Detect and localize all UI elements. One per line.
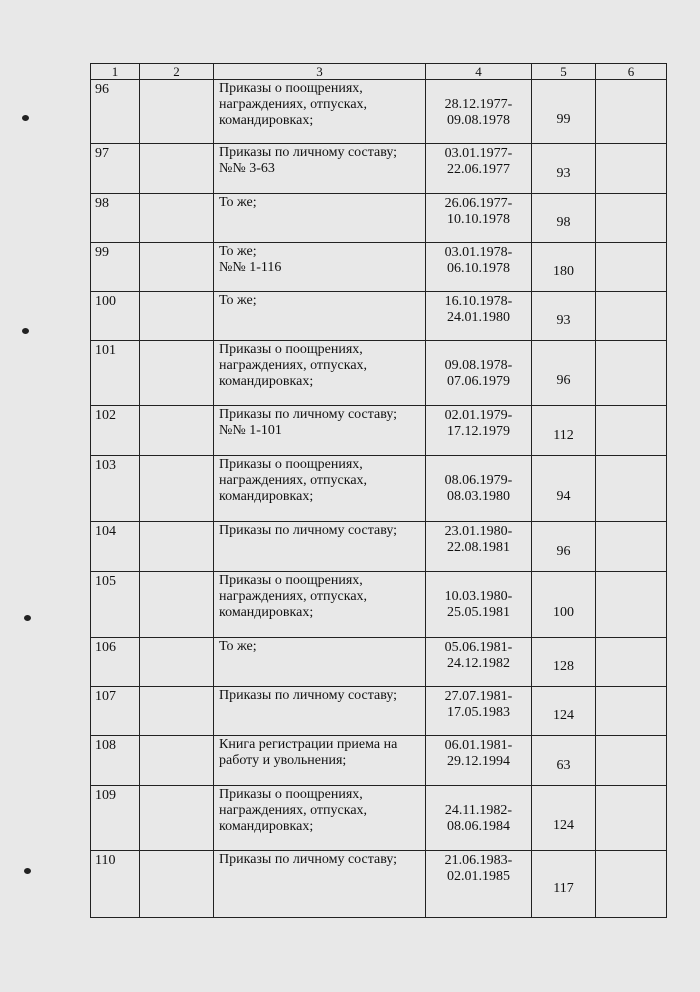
table-row [91, 572, 667, 638]
item-number: 106 [95, 640, 116, 655]
date-line: 06.01.1981- [444, 738, 513, 753]
notes-cell [596, 194, 667, 243]
item-number-cell [91, 80, 140, 144]
title-line: Приказы о поощрениях, [219, 457, 363, 472]
index-cell [140, 687, 214, 736]
sheets-cell [532, 851, 596, 918]
dates-cell [426, 292, 532, 341]
title-line: Приказы по личному составу; [219, 523, 398, 538]
sheet-count: 124 [553, 818, 574, 833]
title-cell [214, 456, 426, 522]
date-line: 24.01.1980 [447, 310, 510, 325]
sheet-count: 112 [553, 427, 574, 443]
date-line: 02.01.1985 [447, 869, 510, 884]
punch-hole-mark [22, 115, 29, 121]
table-row [91, 522, 667, 572]
dates-cell [426, 341, 532, 406]
dates-cell [426, 736, 532, 786]
table-row [91, 243, 667, 292]
title-line: Приказы о поощрениях, [219, 787, 363, 802]
title-line: командировках; [219, 113, 314, 128]
notes-cell [596, 144, 667, 194]
item-number: 104 [95, 524, 116, 539]
item-number: 96 [95, 82, 109, 97]
index-cell [140, 194, 214, 243]
date-line: 25.05.1981 [447, 605, 510, 620]
sheets-cell [532, 572, 596, 638]
sheet-count: 96 [556, 373, 571, 388]
item-number-cell [91, 736, 140, 786]
title-line: Приказы о поощрениях, [219, 342, 363, 357]
column-number: 2 [140, 64, 214, 80]
sheet-count: 98 [556, 215, 571, 230]
date-line: 17.12.1979 [447, 424, 510, 439]
notes-cell [596, 851, 667, 918]
sheets-cell [532, 194, 596, 243]
item-number: 109 [95, 788, 116, 803]
index-cell [140, 851, 214, 918]
notes-cell [596, 522, 667, 572]
notes-cell [596, 786, 667, 851]
title-line: командировках; [219, 605, 314, 620]
date-line: 29.12.1994 [447, 754, 510, 769]
date-line: 03.01.1977- [444, 146, 513, 161]
title-line: работу и увольнения; [219, 753, 347, 768]
date-line: 10.03.1980- [444, 589, 513, 604]
index-cell [140, 572, 214, 638]
sheet-count: 93 [556, 165, 571, 181]
item-number: 102 [95, 408, 116, 423]
index-cell [140, 456, 214, 522]
notes-cell [596, 80, 667, 144]
dates-cell [426, 144, 532, 194]
title-line: Приказы о поощрениях, [219, 573, 363, 588]
inventory-table [90, 63, 667, 918]
title-cell [214, 406, 426, 456]
title-line: То же; [219, 195, 257, 210]
notes-cell [596, 292, 667, 341]
title-cell [214, 144, 426, 194]
notes-cell [596, 736, 667, 786]
index-cell [140, 80, 214, 144]
sheet-count: 63 [556, 757, 571, 773]
date-line: 28.12.1977- [444, 97, 513, 112]
title-line: командировках; [219, 374, 314, 389]
sheets-cell [532, 522, 596, 572]
punch-hole-mark [22, 328, 29, 334]
item-number: 110 [95, 853, 116, 868]
item-number-cell [91, 638, 140, 687]
title-line: Приказы по личному составу; [219, 688, 398, 703]
table-row [91, 341, 667, 406]
date-line: 03.01.1978- [444, 245, 513, 260]
index-cell [140, 786, 214, 851]
sheet-count: 93 [556, 313, 571, 328]
item-number-cell [91, 243, 140, 292]
column-number: 1 [91, 64, 140, 80]
date-line: 16.10.1978- [444, 294, 513, 309]
sheets-cell [532, 786, 596, 851]
title-line: Приказы по личному составу; [219, 852, 398, 867]
sheet-count: 128 [553, 659, 574, 674]
date-line: 22.06.1977 [447, 162, 510, 177]
item-number-cell [91, 786, 140, 851]
dates-cell [426, 572, 532, 638]
title-cell [214, 194, 426, 243]
sheet-count: 124 [553, 708, 574, 723]
title-line: Приказы по личному составу; [219, 407, 398, 422]
notes-cell [596, 572, 667, 638]
notes-cell [596, 243, 667, 292]
title-line: №№ 1-116 [219, 260, 282, 275]
date-line: 17.05.1983 [447, 705, 510, 720]
title-line: То же; [219, 244, 257, 259]
date-line: 24.12.1982 [447, 656, 510, 671]
sheets-cell [532, 243, 596, 292]
item-number-cell [91, 687, 140, 736]
punch-hole-mark [24, 868, 31, 874]
title-cell [214, 292, 426, 341]
title-cell [214, 687, 426, 736]
index-cell [140, 522, 214, 572]
date-line: 06.10.1978 [447, 261, 510, 276]
sheet-count: 100 [553, 604, 574, 620]
sheets-cell [532, 736, 596, 786]
title-cell [214, 786, 426, 851]
column-number: 3 [214, 64, 426, 80]
sheet-count: 94 [556, 488, 571, 504]
date-line: 08.03.1980 [447, 489, 510, 504]
item-number: 108 [95, 738, 116, 753]
title-cell [214, 522, 426, 572]
sheet-count: 96 [556, 543, 571, 559]
column-number-row [91, 64, 667, 80]
item-number: 100 [95, 294, 116, 309]
item-number-cell [91, 522, 140, 572]
sheet-count: 99 [556, 111, 571, 127]
column-number: 5 [532, 64, 596, 80]
item-number: 99 [95, 245, 109, 260]
notes-cell [596, 341, 667, 406]
dates-cell [426, 456, 532, 522]
title-line: награждениях, отпусках, [219, 358, 368, 373]
sheets-cell [532, 687, 596, 736]
title-line: награждениях, отпусках, [219, 473, 368, 488]
notes-cell [596, 406, 667, 456]
date-line: 21.06.1983- [444, 853, 513, 868]
item-number: 101 [95, 343, 116, 358]
dates-cell [426, 243, 532, 292]
title-cell [214, 572, 426, 638]
column-number: 6 [596, 64, 667, 80]
index-cell [140, 638, 214, 687]
item-number-cell [91, 851, 140, 918]
date-line: 22.08.1981 [447, 540, 510, 555]
date-line: 23.01.1980- [444, 524, 513, 539]
title-line: награждениях, отпусках, [219, 803, 368, 818]
date-line: 08.06.1979- [444, 473, 513, 488]
title-cell [214, 243, 426, 292]
sheets-cell [532, 80, 596, 144]
title-line: Книга регистрации приема на [219, 737, 398, 752]
item-number-cell [91, 292, 140, 341]
title-line: №№ 1-101 [219, 423, 282, 438]
title-line: награждениях, отпусках, [219, 97, 368, 112]
title-cell [214, 851, 426, 918]
item-number: 105 [95, 574, 116, 589]
table-row [91, 638, 667, 687]
sheets-cell [532, 341, 596, 406]
table-row [91, 292, 667, 341]
index-cell [140, 341, 214, 406]
date-line: 26.06.1977- [444, 196, 513, 211]
item-number-cell [91, 194, 140, 243]
title-cell [214, 80, 426, 144]
table-row [91, 194, 667, 243]
dates-cell [426, 194, 532, 243]
title-line: награждениях, отпусках, [219, 589, 368, 604]
date-line: 10.10.1978 [447, 212, 510, 227]
item-number-cell [91, 572, 140, 638]
index-cell [140, 144, 214, 194]
date-line: 08.06.1984 [447, 819, 510, 834]
index-cell [140, 243, 214, 292]
item-number: 103 [95, 458, 116, 473]
date-line: 09.08.1978- [444, 358, 513, 373]
title-line: То же; [219, 293, 257, 308]
item-number-cell [91, 341, 140, 406]
date-line: 05.06.1981- [444, 640, 513, 655]
sheets-cell [532, 638, 596, 687]
title-line: командировках; [219, 489, 314, 504]
item-number: 98 [95, 196, 109, 211]
table-row [91, 144, 667, 194]
item-number-cell [91, 456, 140, 522]
date-line: 02.01.1979- [444, 408, 513, 423]
item-number-cell [91, 406, 140, 456]
dates-cell [426, 687, 532, 736]
table-row [91, 736, 667, 786]
table-row [91, 687, 667, 736]
sheets-cell [532, 144, 596, 194]
dates-cell [426, 522, 532, 572]
table-row [91, 406, 667, 456]
punch-hole-mark [24, 615, 31, 621]
index-cell [140, 736, 214, 786]
notes-cell [596, 456, 667, 522]
item-number: 97 [95, 146, 109, 161]
column-number: 4 [426, 64, 532, 80]
dates-cell [426, 80, 532, 144]
item-number: 107 [95, 689, 116, 704]
sheets-cell [532, 456, 596, 522]
table-row [91, 80, 667, 144]
dates-cell [426, 638, 532, 687]
dates-cell [426, 786, 532, 851]
title-line: Приказы о поощрениях, [219, 81, 363, 96]
date-line: 09.08.1978 [447, 113, 510, 128]
title-line: командировках; [219, 819, 314, 834]
notes-cell [596, 687, 667, 736]
title-line: Приказы по личному составу; [219, 145, 398, 160]
index-cell [140, 292, 214, 341]
sheets-cell [532, 406, 596, 456]
title-line: То же; [219, 639, 257, 654]
dates-cell [426, 851, 532, 918]
table-row [91, 456, 667, 522]
item-number-cell [91, 144, 140, 194]
notes-cell [596, 638, 667, 687]
title-cell [214, 736, 426, 786]
table-row [91, 851, 667, 918]
sheets-cell [532, 292, 596, 341]
sheet-count: 180 [553, 264, 574, 279]
date-line: 07.06.1979 [447, 374, 510, 389]
date-line: 24.11.1982- [444, 803, 513, 818]
date-line: 27.07.1981- [444, 689, 513, 704]
title-cell [214, 341, 426, 406]
title-cell [214, 638, 426, 687]
dates-cell [426, 406, 532, 456]
index-cell [140, 406, 214, 456]
table-row [91, 786, 667, 851]
sheet-count: 117 [553, 881, 574, 896]
title-line: №№ 3-63 [219, 161, 275, 176]
